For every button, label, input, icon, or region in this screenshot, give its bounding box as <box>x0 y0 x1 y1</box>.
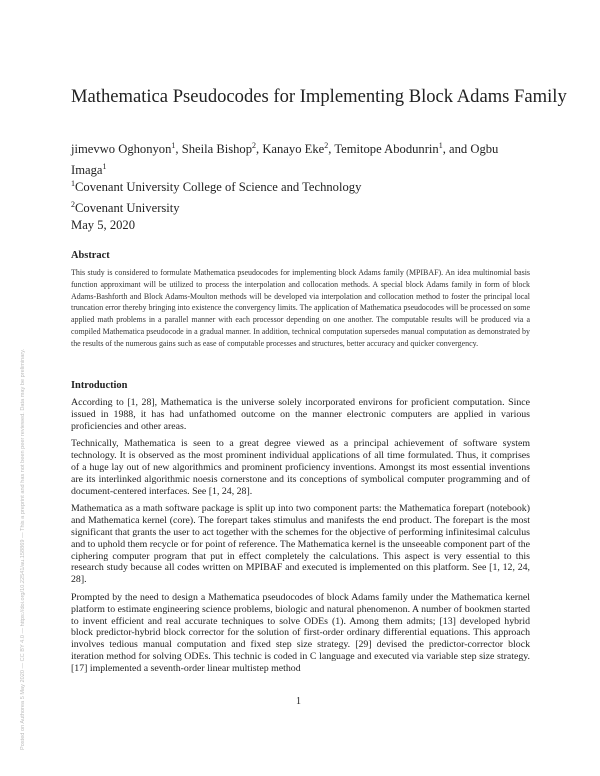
author-list: jimevwo Oghonyon$^1$, Sheila Bishop$^2$, Kanayo Eke$^2$, Temitope Abodunrin$^1$, and Ogbu Imaga$^1$ <box>71 141 499 178</box>
paragraph: Technically, Mathematica is seen to a great degree viewed as a principal achievement of software system technology. It is observed as the most prominent individual applications of all time formulated. Thus, it comprises of a huge lay out of new algorithmics and prominent proficiency inventions. Amongst its most essential inventions are its interlinked algorithmic noesis cornerstone and its conceptions of symbolical computer programming and of document-centered interfaces. See [1, 24, 28]. <box>71 438 530 497</box>
paragraph: Mathematica as a math software package is split up into two component parts: the Mathematica forepart (notebook) and Mathematica kernel (core). The forepart takes stimulus and manifests the end product. The forepart is the most significant that grants the user to act together with the schemes for the objective of performing infinitesimal calculus and to uphold them recycle or for point of reference. The Mathematica kernel is the unseeable component part of the ciphering computer program that put in effect completely the calculations. This aspect is very essential to this research study because all codes written on MPIBAF and executed is implemented on this platform. See [1, 12, 24, 28]. <box>71 503 531 586</box>
affiliation: $^2$Covenant University <box>71 200 180 216</box>
introduction-body <box>71 397 530 681</box>
publication-date: May 5, 2020 <box>71 218 136 232</box>
page-number: 1 <box>296 696 301 707</box>
author: Temitope Abodunrin$^1$ <box>334 141 443 157</box>
paper-title: Mathematica Pseudocodes for Implementing Block Adams Family <box>71 86 567 107</box>
author: jimevwo Oghonyon$^1$ <box>71 141 176 157</box>
author: Sheila Bishop$^2$ <box>181 141 257 157</box>
paragraph: Prompted by the need to design a Mathematica pseudocodes of block Adams family under the Mathematica kernel platform to estimate engineering science problems, biologic and natural phenomenon. A number of bookmen started to invent efficient and real accurate techniques to solve ODEs (1). Among them admits; [13] developed hybrid block predictor-hybrid block corrector for the solution of first-order ordinary differential equations. This approach involves tedious manual computation and fixed step size strategy. [29] devised the predictor-corrector block iteration method for solving ODEs. This technic is coded in C language and executed via variable step size strategy. [17] implemented a seventh-order linear multistep method <box>71 591 530 674</box>
paragraph: According to [1, 28], Mathematica is the universe solely incorporated environs for proficient computation. Since issued in 1988, it has had unfathomed outcome on the manner electronic computers are applied in various proficiencies and other areas. <box>71 397 530 432</box>
abstract-heading: Abstract <box>71 250 110 261</box>
author: Ogbu Imaga$^1$ <box>71 142 499 178</box>
affiliation: $^1$Covenant University College of Science and Technology <box>71 179 362 195</box>
affiliations <box>71 175 361 217</box>
abstract-text: This study is considered to formulate Mathematica pseudocodes for implementing block Adams family (MPIBAF). An idea multinomial basis function approximant will be utilized to process the interpolation and collocation methods. A special block Adams family in form of block Adams-Bashforth and Block Adams-Moulton methods will be developed via interpolation and collocation method to foster the principal local truncation error thereby bringing into existence the convergency limits. The application of Mathematica pseudocodes will be processed on some applied math problems in a parallel manner with each processor depending on one another. The computable results will be produced via a compiled Mathematica pseudocode in a gradual manner. In addition, technical computation supersedes manual computation as demonstrated by the results of the numerous gains such as ease of computable processes and structures, better accuracy and quicker convergency. <box>71 268 530 348</box>
author: Kanayo Eke$^2$ <box>262 141 329 157</box>
introduction-heading: Introduction <box>71 380 128 391</box>
side-watermark: Posted on Authorea 5 May 2020 — CC BY 4.0 — https://doi.org/10.22541/au.158869 — This a preprint and has not been peer reviewed. Data may be preliminary. <box>20 348 26 750</box>
